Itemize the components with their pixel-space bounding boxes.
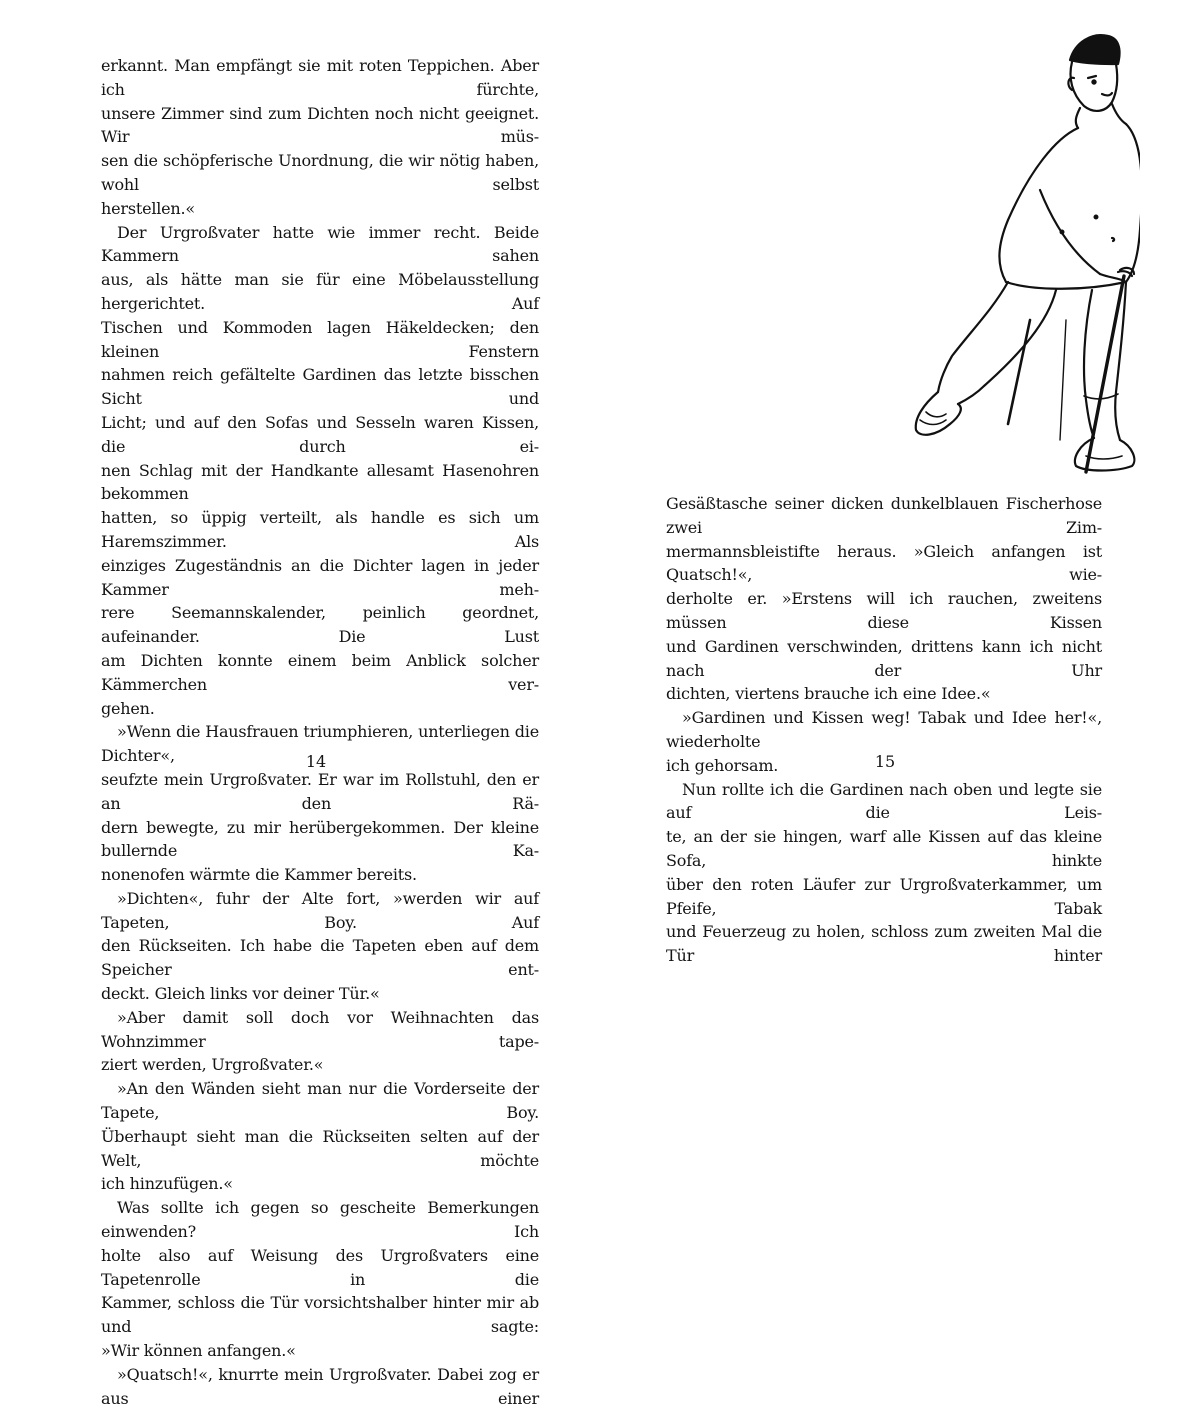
text-line: Überhaupt sieht man die Rückseiten selten auf der Welt, möchte xyxy=(101,1126,539,1170)
text-line: Kammer, schloss die Tür vorsichtshalber hinter mir ab und sagte: xyxy=(101,1293,539,1337)
text-line: Der Urgroßvater hatte wie immer recht. Beide Kammern sahen xyxy=(101,222,539,266)
left-page xyxy=(0,0,600,1408)
text-line: »Quatsch!«, knurrte mein Urgroßvater. Dabei zog er aus einer xyxy=(101,1364,539,1408)
text-line: hatten, so üppig verteilt, als handle es sich um Haremszimmer. Als xyxy=(101,508,539,551)
text-line: te, an der sie hingen, warf alle Kissen auf das kleine Sofa, hinkte xyxy=(666,827,1102,870)
old-man-drawing xyxy=(880,20,1140,475)
text-line: nen Schlag mit der Handkante allesamt Hasenohren bekommen xyxy=(101,460,539,504)
text-line: »Wenn die Hausfrauen triumphieren, unterliegen die Dichter«, xyxy=(101,722,539,766)
text-line: »Dichten«, fuhr der Alte fort, »werden wir auf Tapeten, Boy. Auf xyxy=(101,888,539,932)
text-line: Licht; und auf den Sofas und Sesseln waren Kissen, die durch ei- xyxy=(101,412,539,456)
text-line: »An den Wänden sieht man nur die Vorderseite der Tapete, Boy. xyxy=(101,1079,539,1123)
right-page-text xyxy=(666,492,1102,968)
illustration-old-man-with-cane xyxy=(880,20,1140,475)
text-line: mermannsbleistifte heraus. »Gleich anfangen ist Quatsch!«, wie- xyxy=(666,541,1102,585)
text-line: über den roten Läufer zur Urgroßvaterkammer, um Pfeife, Tabak xyxy=(666,874,1102,918)
text-line: nonenofen wärmte die Kammer bereits. xyxy=(101,865,417,885)
text-line: Was sollte ich gegen so gescheite Bemerkungen einwenden? Ich xyxy=(101,1198,539,1242)
text-line: Nun rollte ich die Gardinen nach oben und legte sie auf die Leis- xyxy=(666,779,1102,823)
right-page xyxy=(600,0,1200,966)
text-line: ich hinzufügen.« xyxy=(101,1174,233,1194)
text-line: aus, als hätte man sie für eine Möbelausstellung hergerichtet. Auf xyxy=(101,270,539,313)
text-line: erkannt. Man empfängt sie mit roten Teppichen. Aber ich fürchte, xyxy=(101,56,539,99)
text-line: und Feuerzeug zu holen, schloss zum zweiten Mal die Tür hinter xyxy=(666,922,1102,966)
text-line: dichten, viertens brauche ich eine Idee.« xyxy=(666,684,991,704)
text-line: am Dichten konnte einem beim Anblick solcher Kämmerchen ver- xyxy=(101,650,539,694)
text-line: »Aber damit soll doch vor Weihnachten das Wohnzimmer tape- xyxy=(101,1007,539,1051)
text-line: gehen. xyxy=(101,698,155,718)
text-line: ziert werden, Urgroßvater.« xyxy=(101,1055,324,1075)
text-line: »Wir können anfangen.« xyxy=(101,1341,296,1361)
page-number-right: 15 xyxy=(874,752,896,771)
text-line: sen die schöpferische Unordnung, die wir nötig haben, wohl selbst xyxy=(101,151,539,194)
left-page-text xyxy=(101,54,539,1410)
text-line: nahmen reich gefältelte Gardinen das letzte bisschen Sicht und xyxy=(101,365,539,409)
text-line: Tischen und Kommoden lagen Häkeldecken; den kleinen Fenstern xyxy=(101,317,539,361)
text-line: einziges Zugeständnis an die Dichter lagen in jeder Kammer meh- xyxy=(101,555,539,599)
text-line: und Gardinen verschwinden, drittens kann ich nicht nach der Uhr xyxy=(666,636,1102,680)
text-line: seufzte mein Urgroßvater. Er war im Rollstuhl, den er an den Rä- xyxy=(101,769,539,813)
text-line: derholte er. »Erstens will ich rauchen, zweitens müssen diese Kissen xyxy=(666,589,1102,632)
text-line: herstellen.« xyxy=(101,198,196,218)
page-number-left: 14 xyxy=(305,752,327,771)
text-line: Gesäßtasche seiner dicken dunkelblauen Fischerhose zwei Zim- xyxy=(666,494,1102,537)
text-line: ich gehorsam. xyxy=(666,755,779,775)
text-line: dern bewegte, zu mir herübergekommen. Der kleine bullernde Ka- xyxy=(101,817,539,861)
text-line: »Gardinen und Kissen weg! Tabak und Idee her!«, wiederholte xyxy=(666,708,1102,751)
text-line: unsere Zimmer sind zum Dichten noch nicht geeignet. Wir müs- xyxy=(101,103,539,147)
text-line: den Rückseiten. Ich habe die Tapeten eben auf dem Speicher ent- xyxy=(101,936,539,980)
text-line: deckt. Gleich links vor deiner Tür.« xyxy=(101,984,380,1004)
text-line: rere Seemannskalender, peinlich geordnet, aufeinander. Die Lust xyxy=(101,603,539,647)
text-line: holte also auf Weisung des Urgroßvaters eine Tapetenrolle in die xyxy=(101,1245,539,1289)
